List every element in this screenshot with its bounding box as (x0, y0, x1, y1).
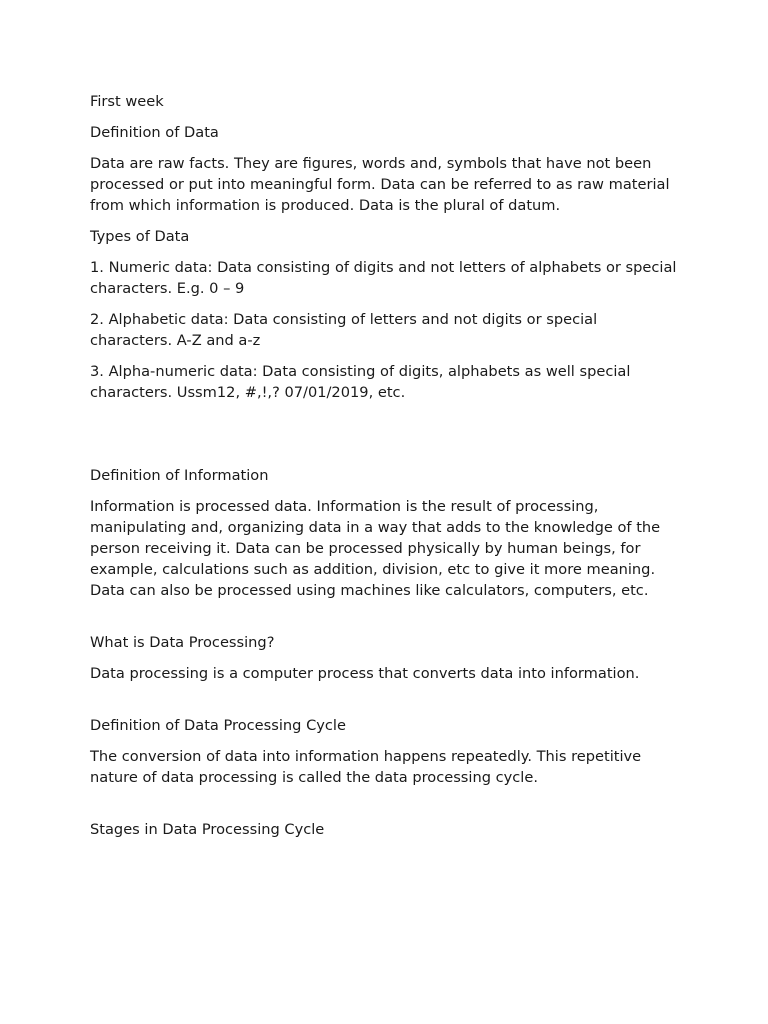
heading-definition-of-data: Definition of Data (90, 124, 219, 141)
paragraph-data-processing-cycle: The conversion of data into information happens repeatedly. This repetitive nature of data processing is called the data processing cycle. (90, 748, 642, 786)
heading-types-of-data: Types of Data (90, 228, 190, 245)
paragraph-information-definition: Information is processed data. Information is the result of processing, manipulating and, organizing data in a way that adds to the knowledge of the person receiving it. Data can be processed physically by human beings, for example, calculations such as addition, division, etc to give it more meaning. Data can also be processed using machines like calculators, computers, etc. (90, 498, 661, 599)
heading-data-processing: What is Data Processing? (90, 634, 275, 651)
heading-definition-of-information: Definition of Information (90, 467, 269, 484)
list-item-alphanumeric-data: 3. Alpha-numeric data: Data consisting of digits, alphabets as well special characters. Ussm12, #,!,? 07/01/2019, etc. (90, 363, 631, 401)
document-body (90, 91, 680, 850)
list-item-alphabetic-data: 2. Alphabetic data: Data consisting of letters and not digits or special characters. A-Z and a-z (90, 311, 598, 349)
paragraph-data-processing: Data processing is a computer process that converts data into information. (90, 665, 640, 682)
section-label-first-week: First week (90, 93, 164, 110)
heading-stages-in-cycle: Stages in Data Processing Cycle (90, 821, 325, 838)
heading-data-processing-cycle: Definition of Data Processing Cycle (90, 717, 346, 734)
list-item-numeric-data: 1. Numeric data: Data consisting of digits and not letters of alphabets or special characters. E.g. 0 – 9 (90, 259, 677, 297)
paragraph-data-definition: Data are raw facts. They are figures, words and, symbols that have not been processed or put into meaningful form. Data can be referred to as raw material from which information is produced. Data is the plural of datum. (90, 155, 670, 214)
